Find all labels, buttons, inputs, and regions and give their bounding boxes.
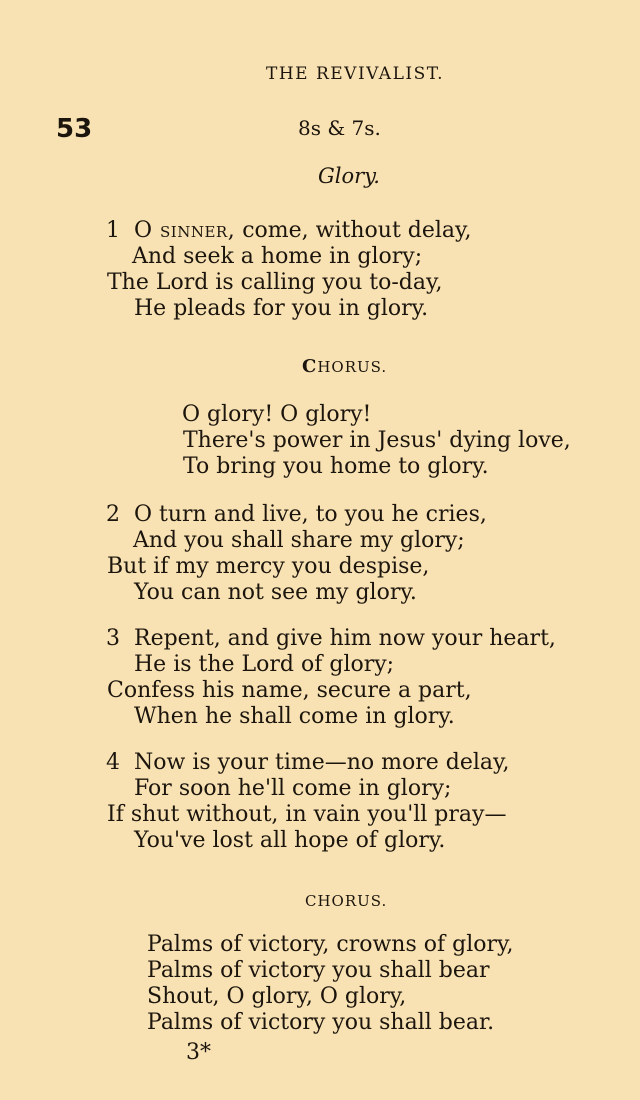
verse-line: Confess his name, secure a part, [107, 678, 472, 703]
verse-line-text: come, without delay, [242, 218, 472, 243]
verse-line: And you shall share my glory; [133, 528, 465, 553]
verse-line: And seek a home in glory; [132, 244, 423, 269]
verse-line: He pleads for you in glory. [134, 296, 429, 321]
chorus-label: CHORUS. [305, 892, 388, 910]
verse-first-word: O sinner, [134, 218, 236, 243]
chorus-line: To bring you home to glory. [183, 454, 489, 479]
verse-line: But if my mercy you despise, [107, 554, 430, 579]
chorus-line: Palms of victory you shall bear [147, 958, 490, 983]
verse-line: The Lord is calling you to-day, [107, 270, 443, 295]
verse-line: O turn and live, to you he cries, [134, 502, 487, 527]
verse-line: Now is your time—no more delay, [134, 750, 510, 775]
verse-line: For soon he'll come in glory; [134, 776, 452, 801]
verse-number: 2 [106, 502, 120, 527]
chorus-line: Palms of victory you shall bear. [147, 1010, 495, 1035]
verse-line: You can not see my glory. [134, 580, 417, 605]
chorus-line: Palms of victory, crowns of glory, [147, 932, 514, 957]
verse-line [134, 218, 472, 244]
verse-number: 4 [106, 750, 120, 775]
verse-line: When he shall come in glory. [134, 704, 455, 729]
hymn-number: 53 [56, 114, 93, 144]
verse-line: He is the Lord of glory; [134, 652, 395, 677]
chorus-label-initial: C [302, 356, 318, 377]
chorus-line: There's power in Jesus' dying love, [183, 428, 571, 453]
verse-number: 1 [106, 218, 120, 243]
verse-line: If shut without, in vain you'll pray— [107, 802, 507, 827]
verse-number: 3 [106, 626, 120, 651]
signature-mark: 3* [186, 1040, 211, 1065]
chorus-label [302, 356, 387, 377]
verse-line: You've lost all hope of glory. [134, 828, 446, 853]
verse-line: Repent, and give him now your heart, [134, 626, 556, 651]
meter: 8s & 7s. [298, 116, 381, 140]
tune-name: Glory. [318, 164, 380, 188]
chorus-line: O glory! O glory! [182, 402, 372, 427]
chorus-line: Shout, O glory, O glory, [147, 984, 407, 1009]
running-head: THE REVIVALIST. [266, 64, 444, 84]
chorus-label-rest: HORUS. [317, 358, 388, 376]
